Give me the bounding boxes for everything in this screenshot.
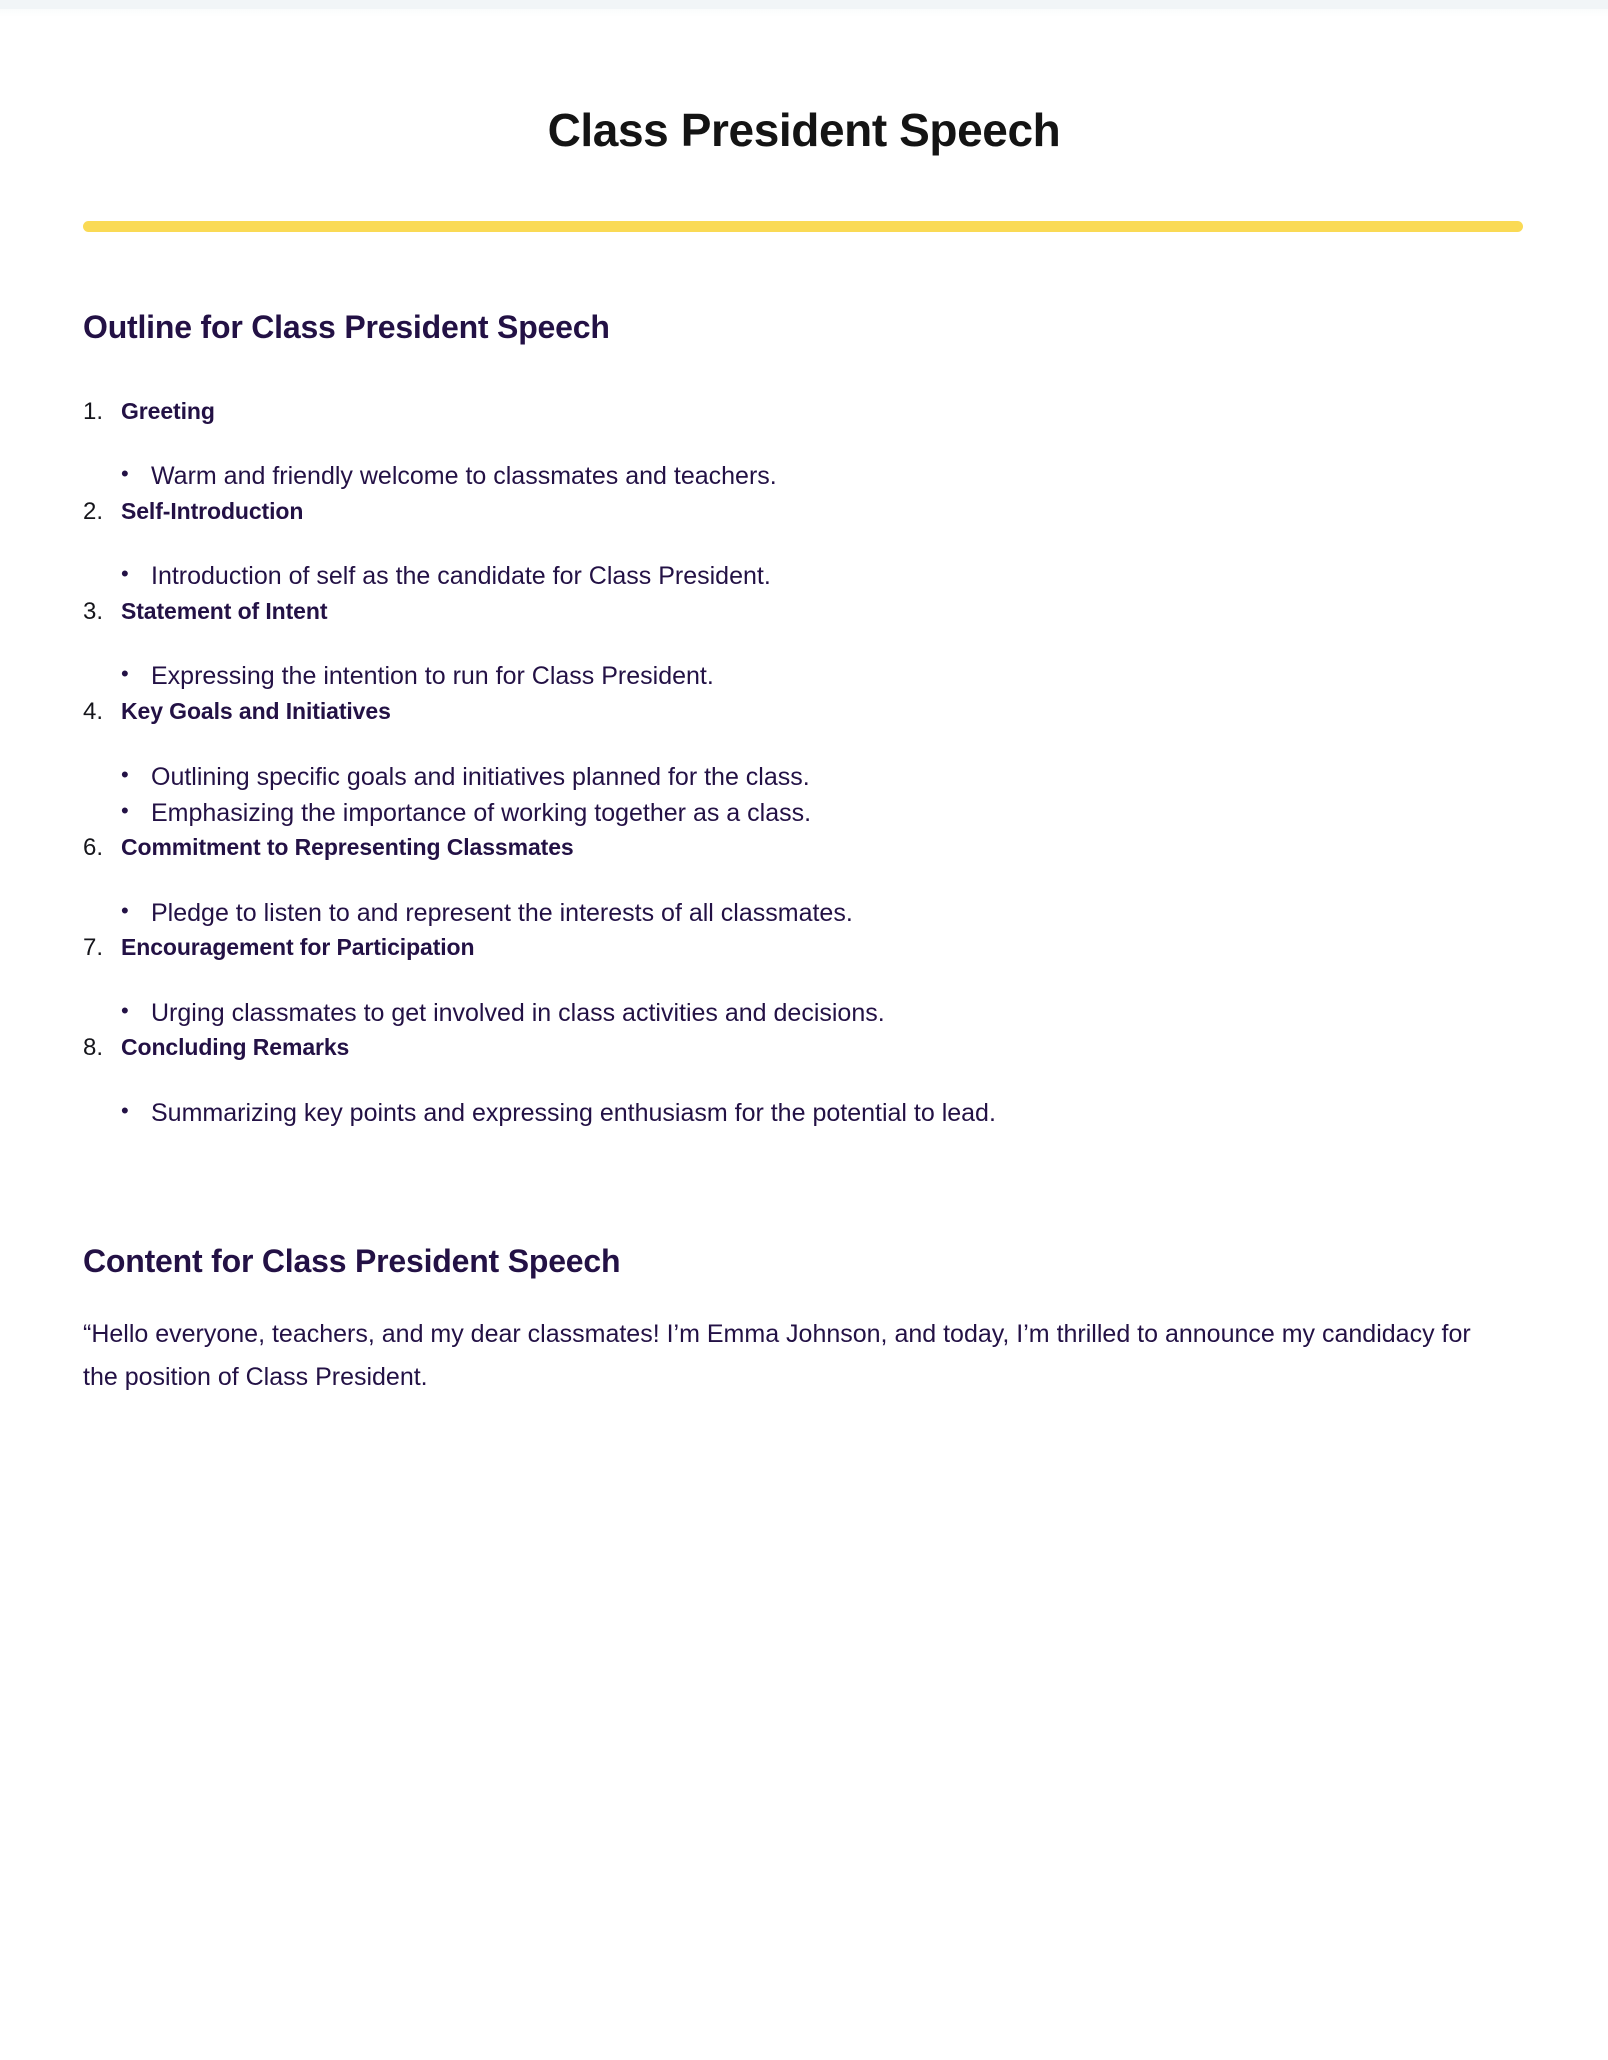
bullet-icon: • xyxy=(121,461,129,487)
outline-item-number: 8. xyxy=(83,1033,104,1061)
bullet-icon: • xyxy=(121,897,129,923)
bullet-icon: • xyxy=(121,561,129,587)
outline-list xyxy=(83,347,1525,1131)
outline-item-number: 3. xyxy=(83,597,104,625)
accent-divider-wrapper xyxy=(0,156,1608,232)
list-item xyxy=(121,730,1525,791)
content-section-heading: Content for Class President Speech xyxy=(83,1242,621,1279)
outline-item xyxy=(83,1031,1525,1131)
list-item-text: Emphasizing the importance of working together as a class. xyxy=(151,798,812,827)
outline-item-header xyxy=(83,931,1525,966)
outline-item-header xyxy=(83,695,1525,730)
outline-item xyxy=(83,831,1525,931)
outline-sub-list xyxy=(83,529,1525,594)
list-item xyxy=(121,429,1525,494)
accent-divider-bar xyxy=(83,221,1523,232)
outline-item-header xyxy=(83,1031,1525,1066)
list-item xyxy=(121,866,1525,931)
document-page xyxy=(0,17,1608,1399)
outline-item xyxy=(83,495,1525,595)
outline-item-label: Commitment to Representing Classmates xyxy=(121,833,574,860)
list-item xyxy=(121,1066,1525,1131)
viewport-top-fade xyxy=(0,9,1608,17)
content-section xyxy=(83,1131,1525,1399)
document-content xyxy=(0,232,1608,1399)
bullet-icon: • xyxy=(121,1097,129,1123)
outline-sub-list xyxy=(83,429,1525,494)
outline-item-label: Greeting xyxy=(121,397,215,424)
outline-item-number: 7. xyxy=(83,933,104,961)
list-item-text: Warm and friendly welcome to classmates and teachers. xyxy=(151,462,777,491)
outline-item xyxy=(83,395,1525,495)
bullet-icon: • xyxy=(121,761,129,787)
list-item-text: Outlining specific goals and initiatives planned for the class. xyxy=(151,762,810,791)
viewport-top-strip xyxy=(0,0,1608,9)
bullet-icon: • xyxy=(121,661,129,687)
outline-item-header xyxy=(83,395,1525,430)
outline-item-number: 6. xyxy=(83,833,104,861)
list-item-text: Expressing the intention to run for Class President. xyxy=(151,662,714,691)
outline-item-number: 1. xyxy=(83,397,104,425)
outline-item-header xyxy=(83,495,1525,530)
list-item-text: Urging classmates to get involved in class activities and decisions. xyxy=(151,998,885,1027)
list-item-text: Pledge to listen to and represent the interests of all classmates. xyxy=(151,898,853,927)
list-item xyxy=(121,529,1525,594)
outline-item-label: Concluding Remarks xyxy=(121,1033,350,1060)
outline-sub-list xyxy=(83,629,1525,694)
outline-sub-list xyxy=(83,1066,1525,1131)
outline-section xyxy=(83,232,1525,1131)
list-item xyxy=(121,629,1525,694)
outline-item-label: Self-Introduction xyxy=(121,497,304,524)
outline-item-number: 2. xyxy=(83,497,104,525)
outline-item-header xyxy=(83,595,1525,630)
outline-item xyxy=(83,931,1525,1031)
outline-item-label: Encouragement for Participation xyxy=(121,933,475,960)
outline-item xyxy=(83,695,1525,791)
outline-sub-list xyxy=(83,966,1525,1031)
outline-item-label: Key Goals and Initiatives xyxy=(121,697,391,724)
bullet-icon: • xyxy=(121,997,129,1023)
outline-item-header xyxy=(83,831,1525,866)
list-item-text: Summarizing key points and expressing enthusiasm for the potential to lead. xyxy=(151,1098,996,1127)
speech-paragraph: “Hello everyone, teachers, and my dear classmates! I’m Emma Johnson, and today, I’m thrilled to announce my candidacy for the position of Class President. xyxy=(83,1319,1471,1391)
page-title: Class President Speech xyxy=(547,104,1061,156)
outline-item xyxy=(83,595,1525,695)
outline-item-label: Statement of Intent xyxy=(121,597,328,624)
outline-section-heading: Outline for Class President Speech xyxy=(83,308,610,345)
outline-item-number: 4. xyxy=(83,697,104,725)
outline-sub-list xyxy=(83,866,1525,931)
list-item xyxy=(121,966,1525,1031)
outline-sub-list xyxy=(83,730,1525,791)
bullet-icon: • xyxy=(121,797,129,823)
list-item-text: Introduction of self as the candidate for Class President. xyxy=(151,562,771,591)
